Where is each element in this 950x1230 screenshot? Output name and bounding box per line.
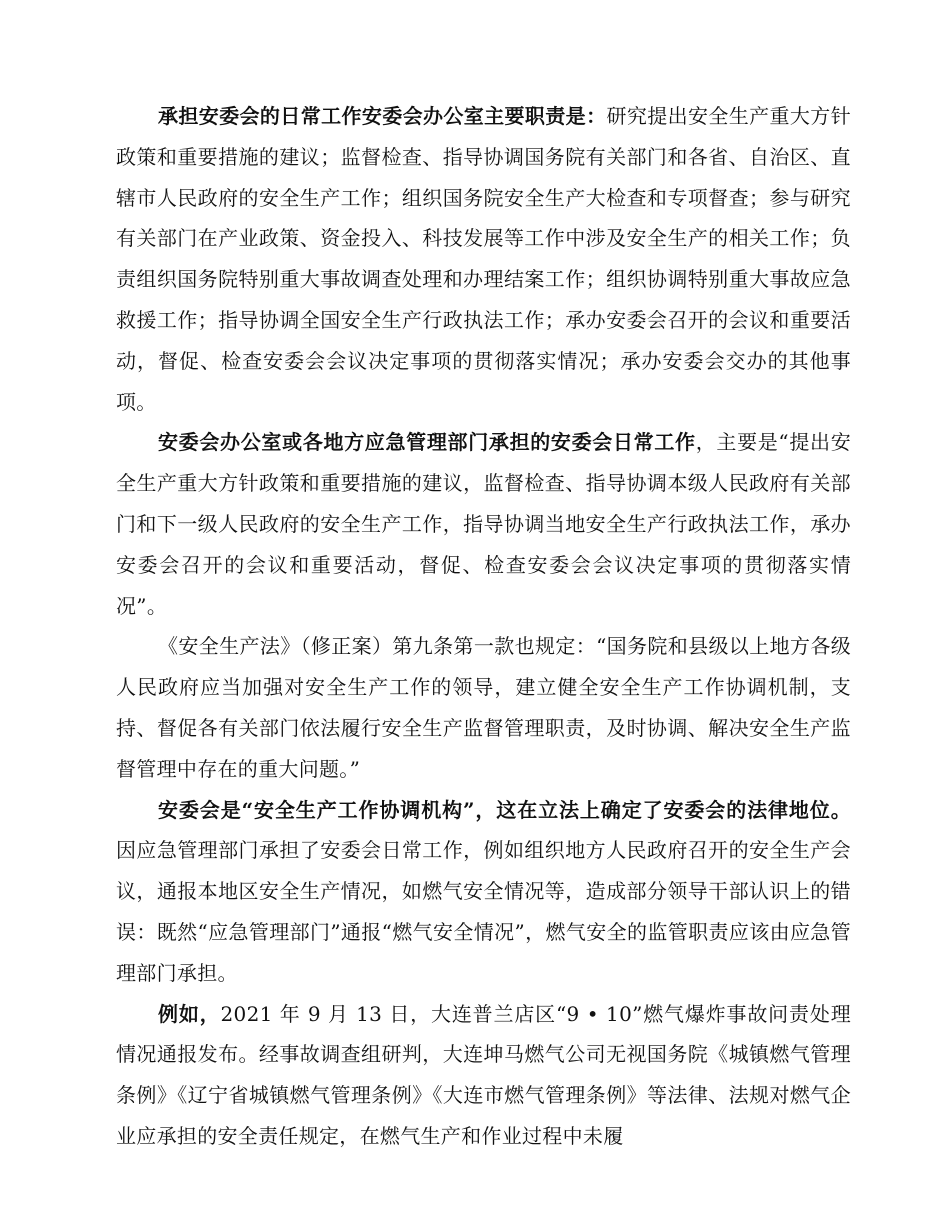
paragraph-text: 因应急管理部门承担了安委会日常工作，例如组织地方人民政府召开的安全生产会议，通报本地区安全生产情况，如燃气安全情况等，造成部分领导干部认识上的错误：既然“应急管理部门”通报“燃气安全情况”，燃气安全的监管职责应该由应急管理部门承担。 [116,838,851,985]
paragraph-law-article [116,626,851,789]
paragraph-example [116,994,851,1157]
paragraph-text: 研究提出安全生产重大方针政策和重要措施的建议；监督检查、指导协调国务院有关部门和各省、自治区、直辖市人民政府的安全生产工作；组织国务院安全生产大检查和专项督查；参与研究有关部门在产业政策、资金投入、科技发展等工作中涉及安全生产的相关工作；负责组织国务院特别重大事故调查处理和办理结案工作；组织协调特别重大事故应急救援工作；指导协调全国安全生产行政执法工作；承办安委会召开的会议和重要活动，督促、检查安委会会议决定事项的贯彻落实情况；承办安委会交办的其他事项。 [116,104,851,414]
paragraph-office-duties [116,96,851,422]
paragraph-text: 2021 年 9 月 13 日，大连普兰店区“9 • 10”燃气爆炸事故问责处理情况通报发布。经事故调查组研判，大连坤马燃气公司无视国务院《城镇燃气管理条例》《辽宁省城镇燃气管理条例》《大连市燃气管理条例》等法律、法规对燃气企业应承担的安全责任规定，在燃气生产和作业过程中未履 [116,1001,851,1148]
paragraph-legal-status [116,790,851,994]
paragraph-bold-lead: 安委会是“安全生产工作协调机构”，这在立法上确定了安委会的法律地位。 [158,797,851,822]
paragraph-text: 《安全生产法》（修正案）第九条第一款也规定：“国务院和县级以上地方各级人民政府应当加强对安全生产工作的领导，建立健全安全生产工作协调机制，支持、督促各有关部门依法履行安全生产监督管理职责，及时协调、解决安全生产监督管理中存在的重大问题。” [116,634,851,781]
paragraph-bold-lead: 例如， [158,1001,221,1026]
paragraph-bold-lead: 承担安委会的日常工作安委会办公室主要职责是： [158,104,607,128]
paragraph-bold-lead: 安委会办公室或各地方应急管理部门承担的安委会日常工作 [158,430,696,455]
document-page [116,96,851,1157]
paragraph-text: ，主要是“提出安全生产重大方针政策和重要措施的建议，监督检查、指导协调本级人民政府有关部门和下一级人民政府的安全生产工作，指导协调当地安全生产行政执法工作，承办安委会召开的会议和重要活动，督促、检查安委会会议决定事项的贯彻落实情况”。 [116,430,851,618]
paragraph-local-duties [116,422,851,626]
